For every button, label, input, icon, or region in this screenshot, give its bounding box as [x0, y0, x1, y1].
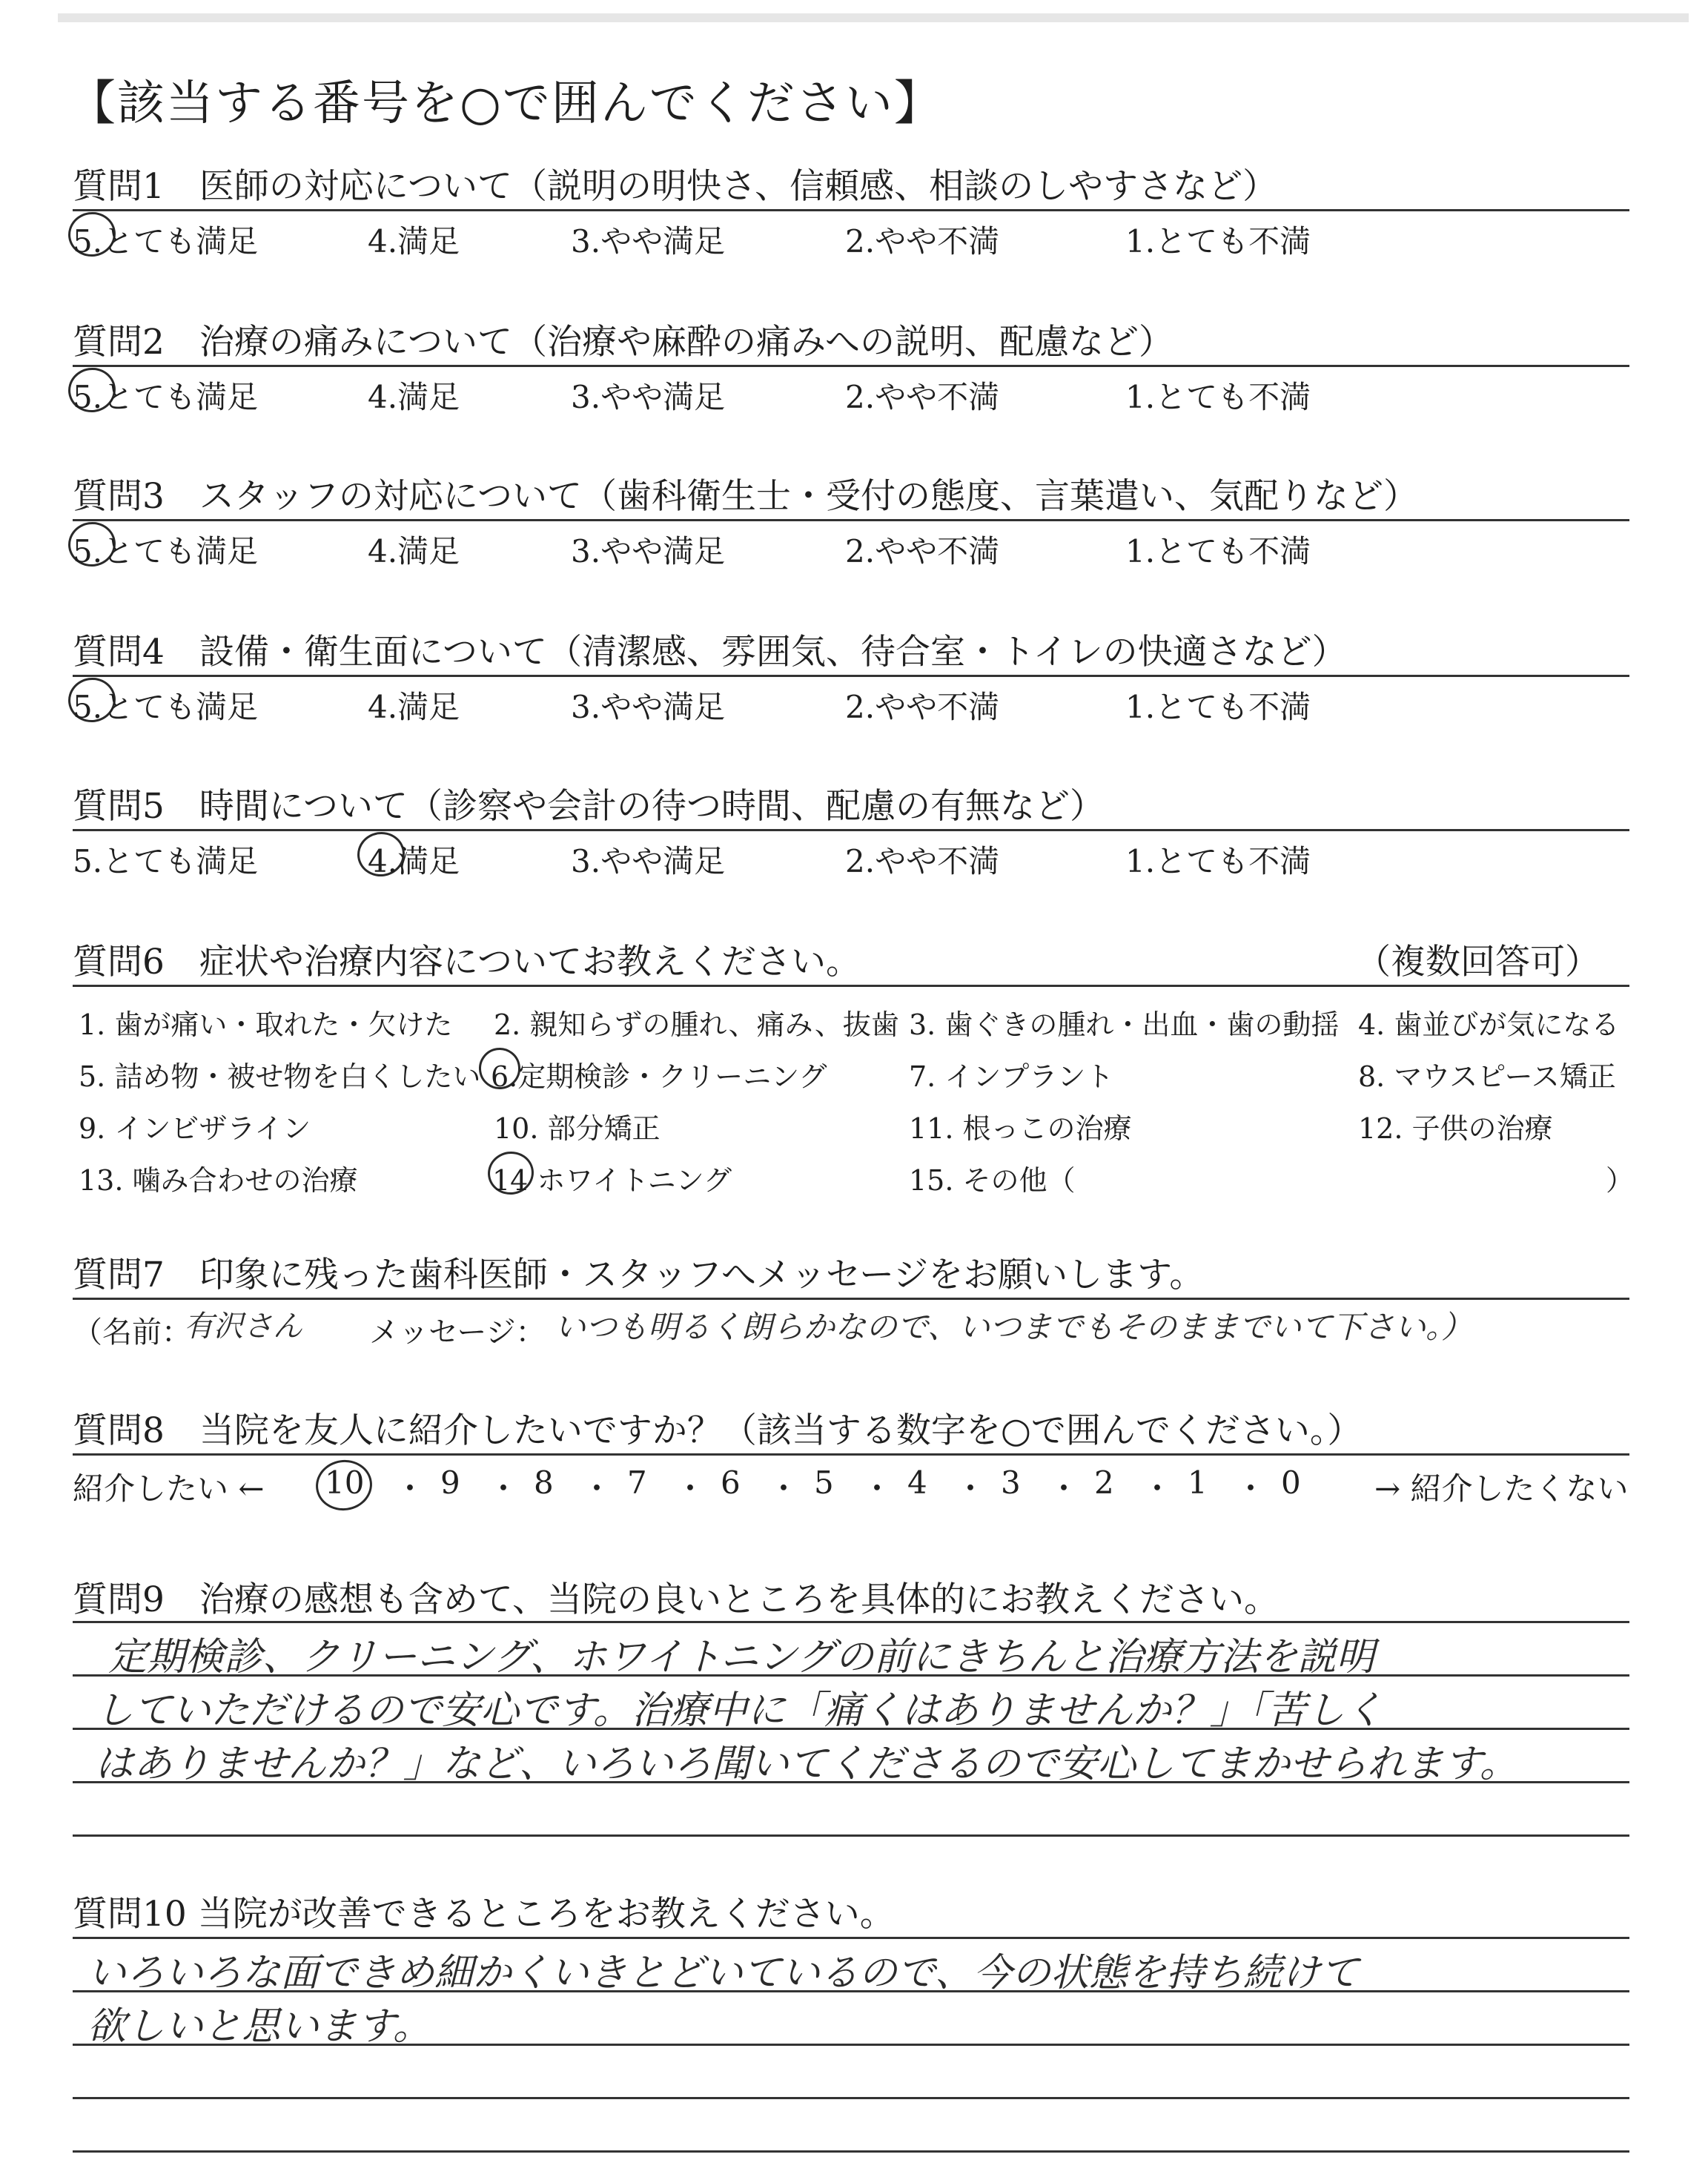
option-4[interactable]: 4.満足: [368, 379, 460, 415]
rule: [73, 1937, 1629, 1939]
option-3[interactable]: 3.やや満足: [571, 533, 726, 569]
message-handwriting: いつも明るく朗らかなので、いつまでもそのままでいて下さい。）: [555, 1309, 1473, 1345]
rule: [73, 2150, 1629, 2153]
question-2-options: [73, 370, 1629, 413]
answer-line-1: いろいろな面できめ細かくいきとどいているので、今の状態を持ち続けて: [87, 1951, 1359, 1995]
scale-dot: ・: [955, 1470, 987, 1507]
symptom-option-14[interactable]: 14 ホワイトニング: [492, 1164, 732, 1197]
question-2-title: 質問2 治療の痛みについて（治療や麻酔の痛みへの説明、配慮など）: [73, 322, 1174, 363]
option-3[interactable]: 3.やや満足: [571, 223, 726, 260]
scale-dot: ・: [1048, 1470, 1080, 1507]
recommend-scale: [73, 1462, 1629, 1510]
option-2[interactable]: 2.やや不満: [845, 223, 1000, 260]
question-7: [73, 1253, 1629, 1358]
rule: [73, 1621, 1629, 1623]
scale-8[interactable]: 8: [534, 1464, 554, 1501]
question-6: [73, 940, 1635, 1209]
symptom-option-15[interactable]: 15. その他（: [909, 1164, 1076, 1197]
question-1-title: 質問1 医師の対応について（説明の明快さ、信頼感、相談のしやすさなど）: [73, 166, 1278, 207]
rule: [73, 365, 1629, 367]
scale-dot: ・: [488, 1470, 520, 1507]
question-5-title: 質問5 時間について（診察や会計の待つ時間、配慮の有無など）: [73, 786, 1105, 827]
scale-2[interactable]: 2: [1094, 1464, 1114, 1501]
option-3[interactable]: 3.やや満足: [571, 689, 726, 725]
option-2[interactable]: 2.やや不満: [845, 533, 1000, 569]
question-8-title: 質問8 当院を友人に紹介したいですか？（該当する数字を○で囲んでください。）: [73, 1410, 1363, 1451]
symptom-option-12[interactable]: 12. 子供の治療: [1358, 1112, 1553, 1145]
symptom-option-13[interactable]: 13. 噛み合わせの治療: [79, 1164, 358, 1197]
option-3[interactable]: 3.やや満足: [571, 843, 726, 879]
answer-line-2: していただけるので安心です。治療中に「痛くはありませんか？」「苦しく: [95, 1688, 1383, 1733]
option-5[interactable]: 5.とても満足: [73, 533, 259, 569]
option-1[interactable]: 1.とても不満: [1125, 379, 1311, 415]
option-2[interactable]: 2.やや不満: [845, 689, 1000, 725]
symptom-option-6[interactable]: 6.定期検診・クリーニング: [491, 1060, 827, 1093]
symptom-option-5[interactable]: 5. 詰め物・被せ物を白くしたい: [79, 1060, 481, 1093]
question-6-title: [73, 940, 1629, 985]
option-3[interactable]: 3.やや満足: [571, 379, 726, 415]
question-4: [73, 630, 1629, 723]
question-1: [73, 165, 1629, 260]
symptom-option-7[interactable]: 7. インプラント: [909, 1060, 1114, 1093]
question-5: [73, 785, 1629, 877]
option-4[interactable]: 4.満足: [368, 843, 460, 879]
symptom-option-3[interactable]: 3. 歯ぐきの腫れ・出血・歯の動揺: [909, 1008, 1340, 1041]
answer-line-3: はありませんか？」など、いろいろ聞いてくださるので安心してまかせられます。: [95, 1742, 1518, 1786]
question-10: [73, 1892, 1629, 2049]
symptom-option-1[interactable]: 1. 歯が痛い・取れた・欠けた: [79, 1008, 453, 1041]
rule: [73, 829, 1629, 831]
scale-dot: ・: [861, 1470, 893, 1507]
symptom-option-8[interactable]: 8. マウスピース矯正: [1358, 1060, 1616, 1093]
option-4[interactable]: 4.満足: [368, 223, 460, 260]
option-2[interactable]: 2.やや不満: [845, 379, 1000, 415]
scale-right-label: → 紹介したくない: [1374, 1470, 1629, 1507]
message-field[interactable]: [73, 1306, 1629, 1358]
option-1[interactable]: 1.とても不満: [1125, 223, 1311, 260]
rule: [73, 2097, 1629, 2099]
option-1[interactable]: 1.とても不満: [1125, 533, 1311, 569]
rule: [73, 1834, 1629, 1837]
scale-dot: ・: [394, 1470, 426, 1507]
scale-4[interactable]: 4: [907, 1464, 927, 1501]
scale-6[interactable]: 6: [721, 1464, 741, 1501]
answer-line-1: 定期検診、クリーニング、ホワイトニングの前にきちんと治療方法を説明: [108, 1635, 1375, 1680]
question-8: [73, 1409, 1629, 1510]
question-7-title: 質問7 印象に残った歯科医師・スタッフへメッセージをお願いします。: [73, 1255, 1205, 1295]
option-5[interactable]: 5.とても満足: [73, 843, 259, 879]
scale-left-label: 紹介したい ←: [73, 1470, 265, 1507]
symptom-option-9[interactable]: 9. インビザライン: [79, 1112, 311, 1145]
question-1-options: [73, 214, 1629, 260]
scale-dot: ・: [1235, 1470, 1267, 1507]
scale-dot: ・: [768, 1470, 800, 1507]
symptom-option-11[interactable]: 11. 根っこの治療: [909, 1112, 1132, 1145]
rule: [73, 675, 1629, 677]
symptom-option-2[interactable]: 2. 親知らずの腫れ、痛み、抜歯: [494, 1008, 899, 1041]
multiple-answer-note: （複数回答可）: [1356, 942, 1600, 982]
option-5[interactable]: 5.とても満足: [73, 689, 259, 725]
question-6-options: [73, 994, 1635, 1209]
scale-dot: ・: [1142, 1470, 1174, 1507]
option-1[interactable]: 1.とても不満: [1125, 843, 1311, 879]
other-close-paren: ）: [1606, 1164, 1635, 1197]
rule: [73, 209, 1629, 211]
question-4-title: 質問4 設備・衛生面について（清潔感、雰囲気、待合室・トイレの快適さなど）: [73, 632, 1347, 673]
page-heading: 【該当する番号を○で囲んでください】: [68, 76, 943, 131]
name-label: （名前：: [73, 1315, 191, 1350]
rule: [73, 1298, 1629, 1300]
scale-7[interactable]: 7: [627, 1464, 647, 1501]
symptom-option-4[interactable]: 4. 歯並びが気になる: [1358, 1008, 1620, 1041]
rule: [73, 519, 1629, 521]
option-5[interactable]: 5.とても満足: [73, 379, 259, 415]
scale-10[interactable]: 10: [325, 1464, 365, 1501]
question-3-options: [73, 524, 1629, 567]
question-2: [73, 320, 1629, 413]
scale-5[interactable]: 5: [814, 1464, 834, 1501]
question-9-title: 質問9 治療の感想も含めて、当院の良いところを具体的にお教えください。: [73, 1579, 1279, 1620]
question-4-options: [73, 680, 1629, 723]
question-6-text: 質問6 症状や治療内容についてお教えください。: [73, 942, 861, 982]
scan-top-band: [58, 13, 1689, 22]
rule: [73, 985, 1629, 987]
option-5[interactable]: 5.とても満足: [73, 223, 259, 260]
question-5-options: [73, 834, 1629, 877]
option-4[interactable]: 4.満足: [368, 533, 460, 569]
rule: [73, 1453, 1629, 1456]
option-2[interactable]: 2.やや不満: [845, 843, 1000, 879]
question-3-title: 質問3 スタッフの対応について（歯科衛生士・受付の態度、言葉遣い、気配りなど）: [73, 476, 1418, 517]
scale-3[interactable]: 3: [1001, 1464, 1021, 1501]
scale-9[interactable]: 9: [440, 1464, 460, 1501]
answer-line-2: 欲しいと思います。: [87, 2004, 431, 2049]
question-9: [73, 1578, 1629, 1786]
name-handwriting: 有沢さん: [184, 1309, 302, 1344]
option-4[interactable]: 4.満足: [368, 689, 460, 725]
option-1[interactable]: 1.とても不満: [1125, 689, 1311, 725]
scale-1[interactable]: 1: [1188, 1464, 1208, 1501]
scale-0[interactable]: 0: [1281, 1464, 1301, 1501]
question-3: [73, 475, 1629, 567]
scale-dot: ・: [581, 1470, 613, 1507]
scale-dot: ・: [675, 1470, 706, 1507]
question-10-title: 質問10 当院が改善できるところをお教えください。: [73, 1894, 895, 1935]
symptom-option-10[interactable]: 10. 部分矯正: [494, 1112, 661, 1145]
message-label: メッセージ：: [369, 1315, 546, 1350]
